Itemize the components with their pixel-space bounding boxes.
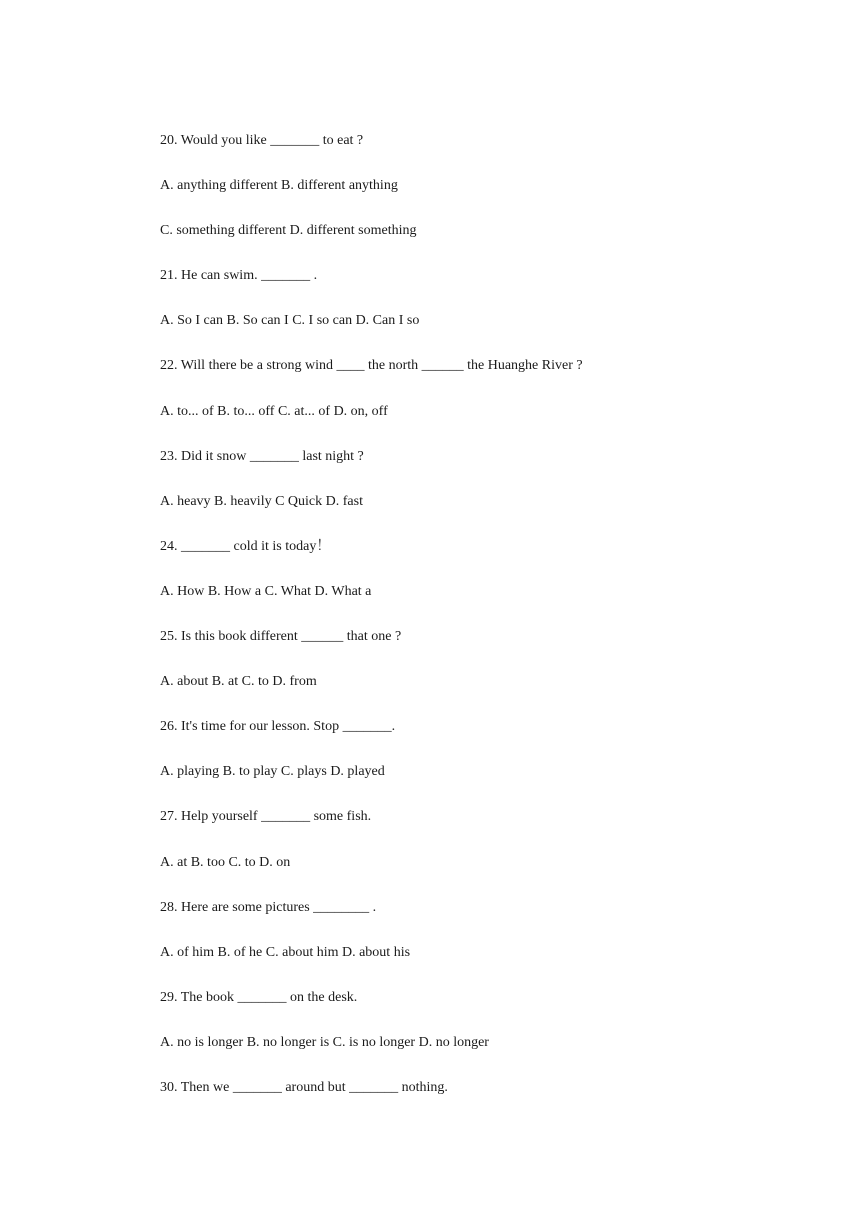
question-27: 27. Help yourself _______ some fish. (160, 809, 372, 825)
question-26-options: A. playing B. to play C. plays D. played (160, 764, 385, 780)
question-22: 22. Will there be a strong wind ____ the north ______ the Huanghe River ? (160, 358, 583, 374)
question-21: 21. He can swim. _______ . (160, 268, 318, 284)
question-20-options-cd: C. something different D. different something (160, 223, 417, 239)
question-21-options: A. So I can B. So can I C. I so can D. Can I so (160, 313, 420, 329)
question-list (160, 131, 780, 1123)
question-28: 28. Here are some pictures ________ . (160, 899, 377, 915)
question-24-options: A. How B. How a C. What D. What a (160, 583, 372, 599)
question-29: 29. The book _______ on the desk. (160, 989, 358, 1005)
question-23-options: A. heavy B. heavily C Quick D. fast (160, 493, 363, 509)
question-25: 25. Is this book different ______ that one ? (160, 629, 402, 645)
question-20-options-ab: A. anything different B. different anything (160, 178, 398, 194)
question-22-options: A. to... of B. to... off C. at... of D. on, off (160, 403, 388, 419)
question-28-options: A. of him B. of he C. about him D. about his (160, 944, 411, 960)
question-27-options: A. at B. too C. to D. on (160, 854, 291, 870)
question-25-options: A. about B. at C. to D. from (160, 674, 317, 690)
question-30: 30. Then we _______ around but _______ nothing. (160, 1079, 448, 1095)
question-24: 24. _______ cold it is today！ (160, 538, 331, 554)
question-20: 20. Would you like _______ to eat ? (160, 133, 364, 148)
question-29-options: A. no is longer B. no longer is C. is no longer D. no longer (160, 1034, 489, 1050)
question-23: 23. Did it snow _______ last night ? (160, 448, 364, 464)
question-26: 26. It's time for our lesson. Stop _______. (160, 719, 396, 735)
